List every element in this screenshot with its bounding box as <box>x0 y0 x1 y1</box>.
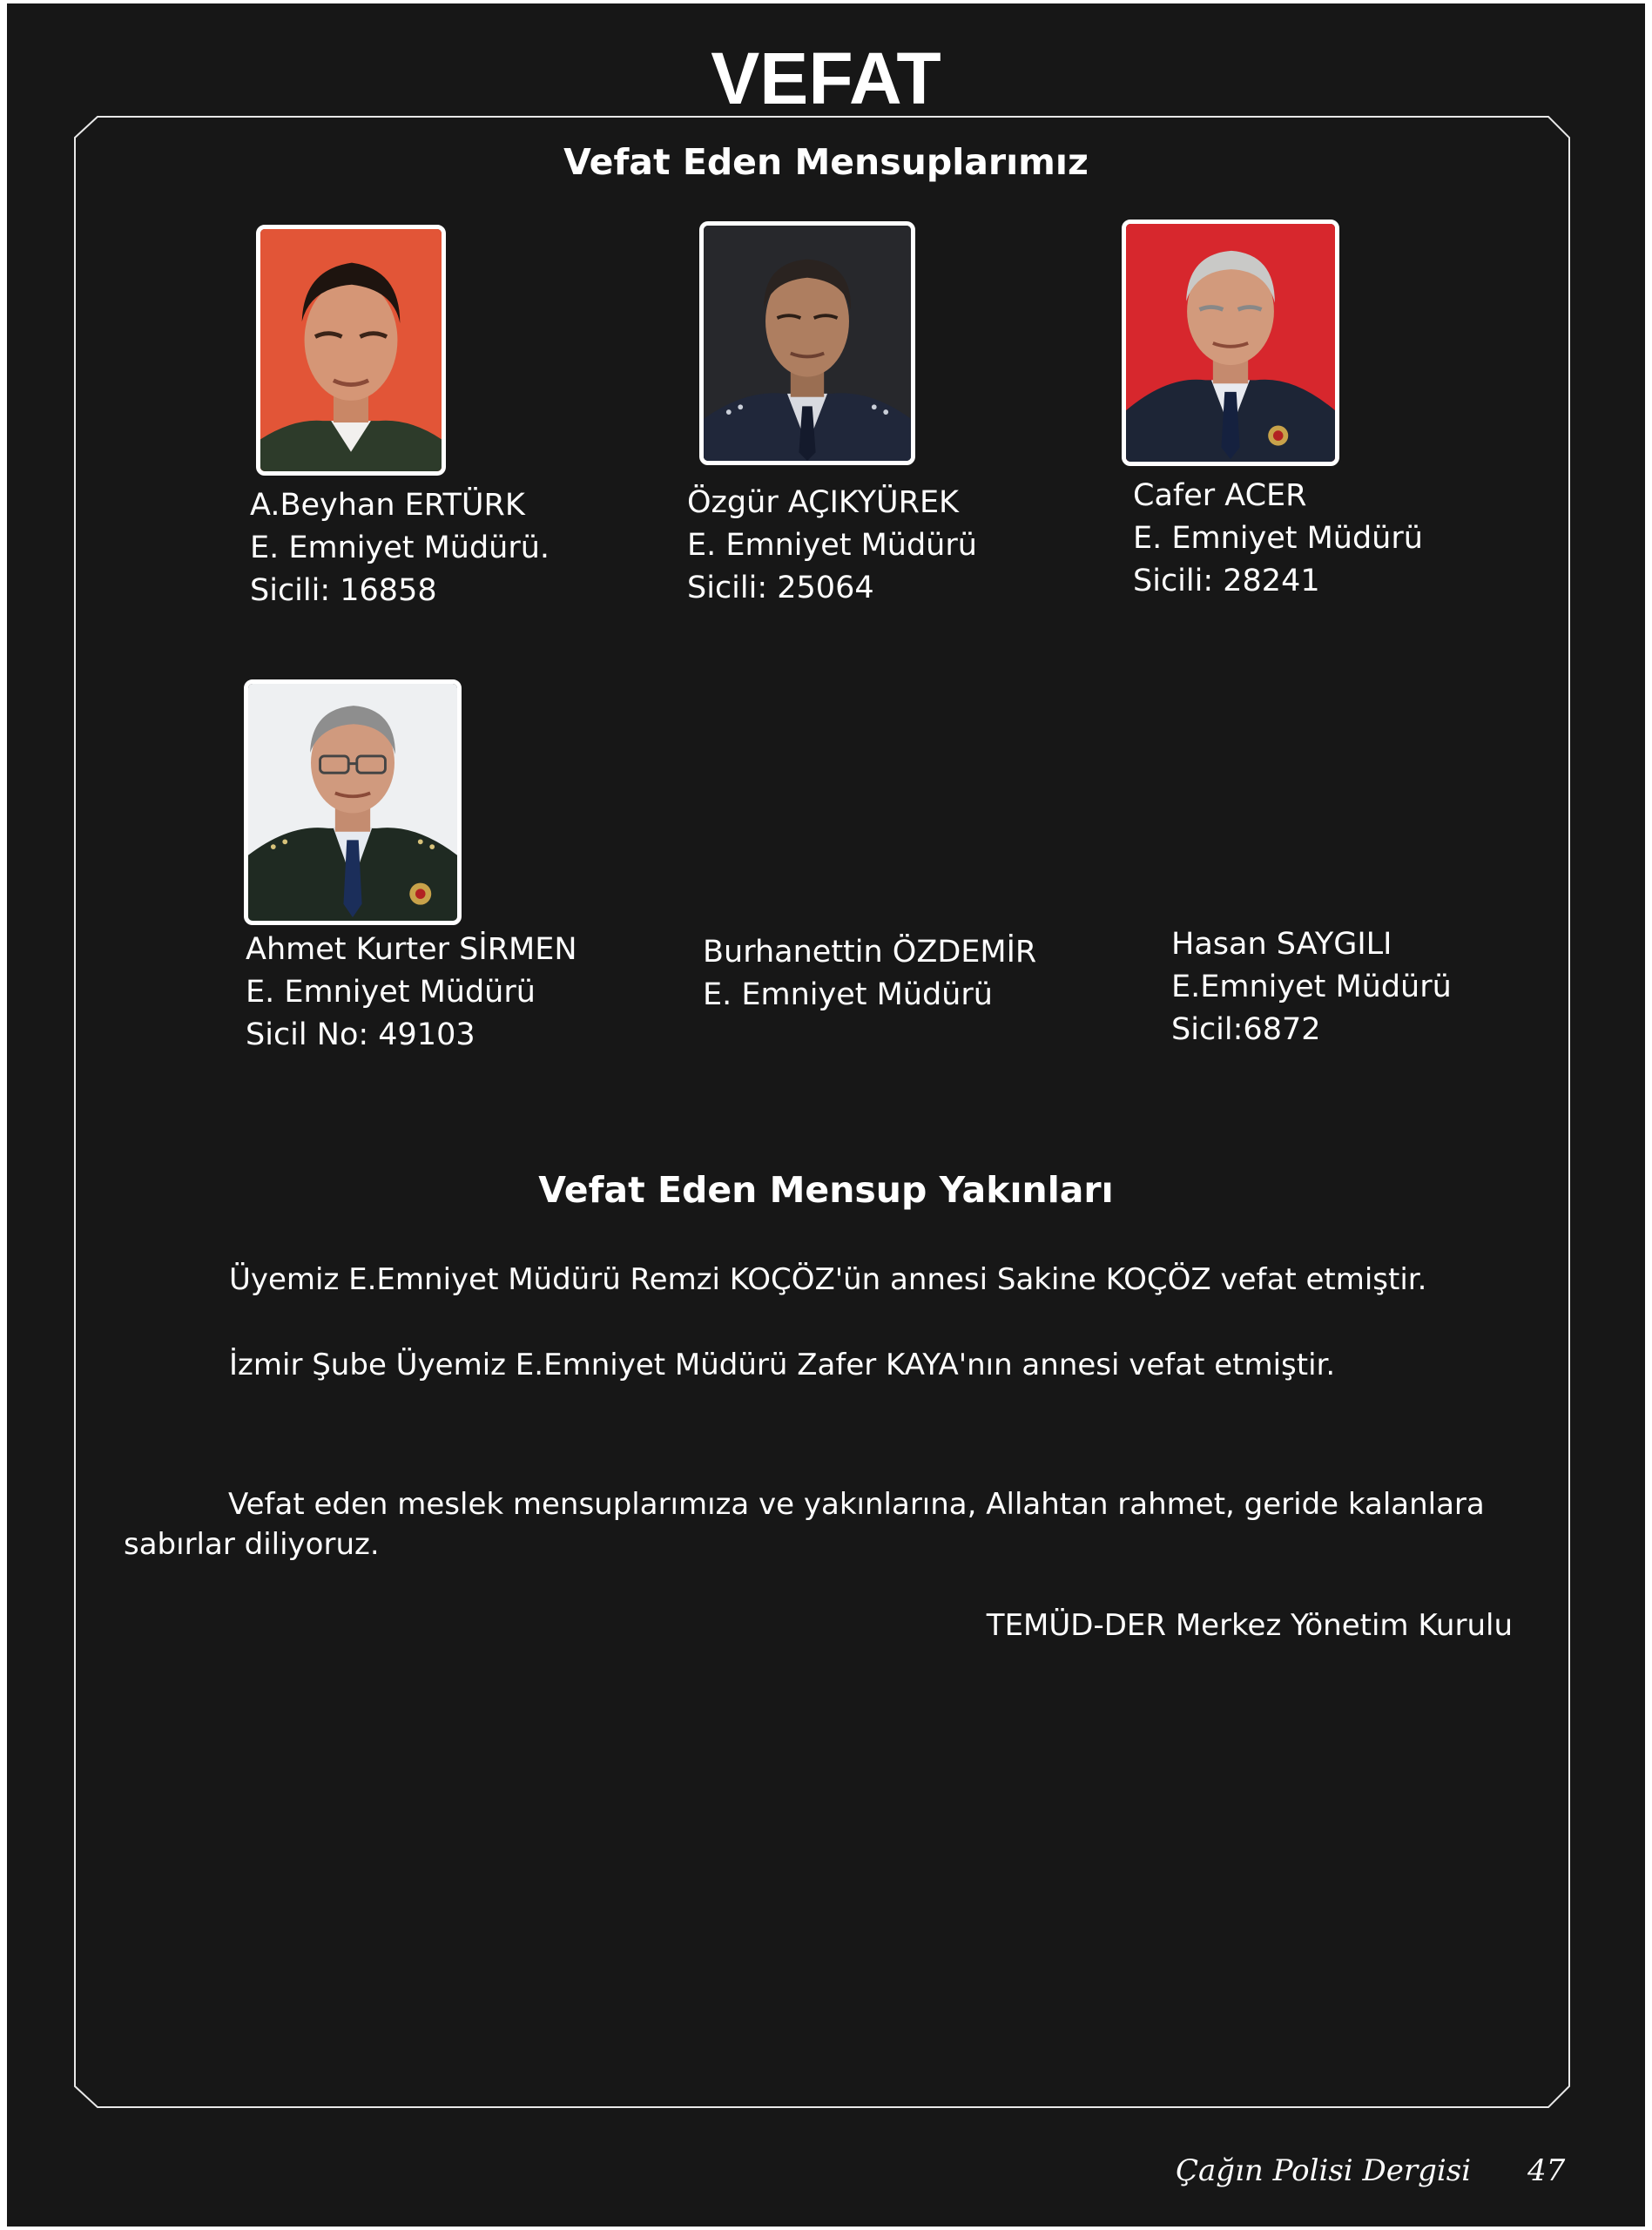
member-name: Hasan SAYGILI <box>1171 927 1392 962</box>
member-rank: E. Emniyet Müdürü <box>1133 521 1423 556</box>
member-rank: E. Emniyet Müdürü. <box>250 530 550 565</box>
member-rank: E. Emniyet Müdürü <box>687 528 977 563</box>
member-registry: Sicili: 28241 <box>1133 564 1320 598</box>
member-registry: Sicili: 16858 <box>250 573 437 608</box>
member-photo-2 <box>699 221 915 465</box>
member-rank: E. Emniyet Müdürü <box>246 975 536 1010</box>
member-name: A.Beyhan ERTÜRK <box>250 488 525 523</box>
member-card-3 <box>1133 475 1423 603</box>
member-registry: Sicil No: 49103 <box>246 1017 475 1052</box>
member-photo-4 <box>244 679 462 925</box>
member-photo-3 <box>1122 220 1339 466</box>
member-photo-1 <box>256 225 446 476</box>
member-name: Özgür AÇIKYÜREK <box>687 485 960 520</box>
member-rank: E.Emniyet Müdürü <box>1171 970 1452 1004</box>
member-card-2 <box>687 482 977 610</box>
member-rank: E. Emniyet Müdürü <box>703 977 993 1012</box>
member-card-5 <box>703 931 1036 1017</box>
section-title-members: Vefat Eden Mensuplarımız <box>563 141 1089 183</box>
member-name: Ahmet Kurter SİRMEN <box>246 932 577 967</box>
condolence-message: Vefat eden meslek mensuplarımıza ve yakınlarına, Allahtan rahmet, geride kalanlara sabırlar diliyoruz. <box>124 1487 1485 1562</box>
signature: TEMÜD-DER Merkez Yönetim Kurulu <box>986 1608 1513 1643</box>
page-title: VEFAT <box>711 37 941 119</box>
relative-notice-2: İzmir Şube Üyemiz E.Emniyet Müdürü Zafer KAYA'nın annesi vefat etmiştir. <box>229 1348 1336 1382</box>
page-number: 47 <box>1527 2153 1566 2188</box>
member-card-1 <box>250 484 550 612</box>
member-card-4 <box>246 929 577 1057</box>
footer-magazine-name: Çağın Polisi Dergisi <box>1176 2153 1472 2188</box>
member-card-6 <box>1171 923 1452 1051</box>
member-name: Cafer ACER <box>1133 478 1307 513</box>
member-name: Burhanettin ÖZDEMİR <box>703 935 1037 970</box>
member-registry: Sicili: 25064 <box>687 571 874 605</box>
member-registry: Sicil:6872 <box>1171 1012 1321 1047</box>
relative-notice-1: Üyemiz E.Emniyet Müdürü Remzi KOÇÖZ'ün annesi Sakine KOÇÖZ vefat etmiştir. <box>229 1262 1427 1297</box>
section-title-relatives: Vefat Eden Mensup Yakınları <box>538 1169 1114 1211</box>
